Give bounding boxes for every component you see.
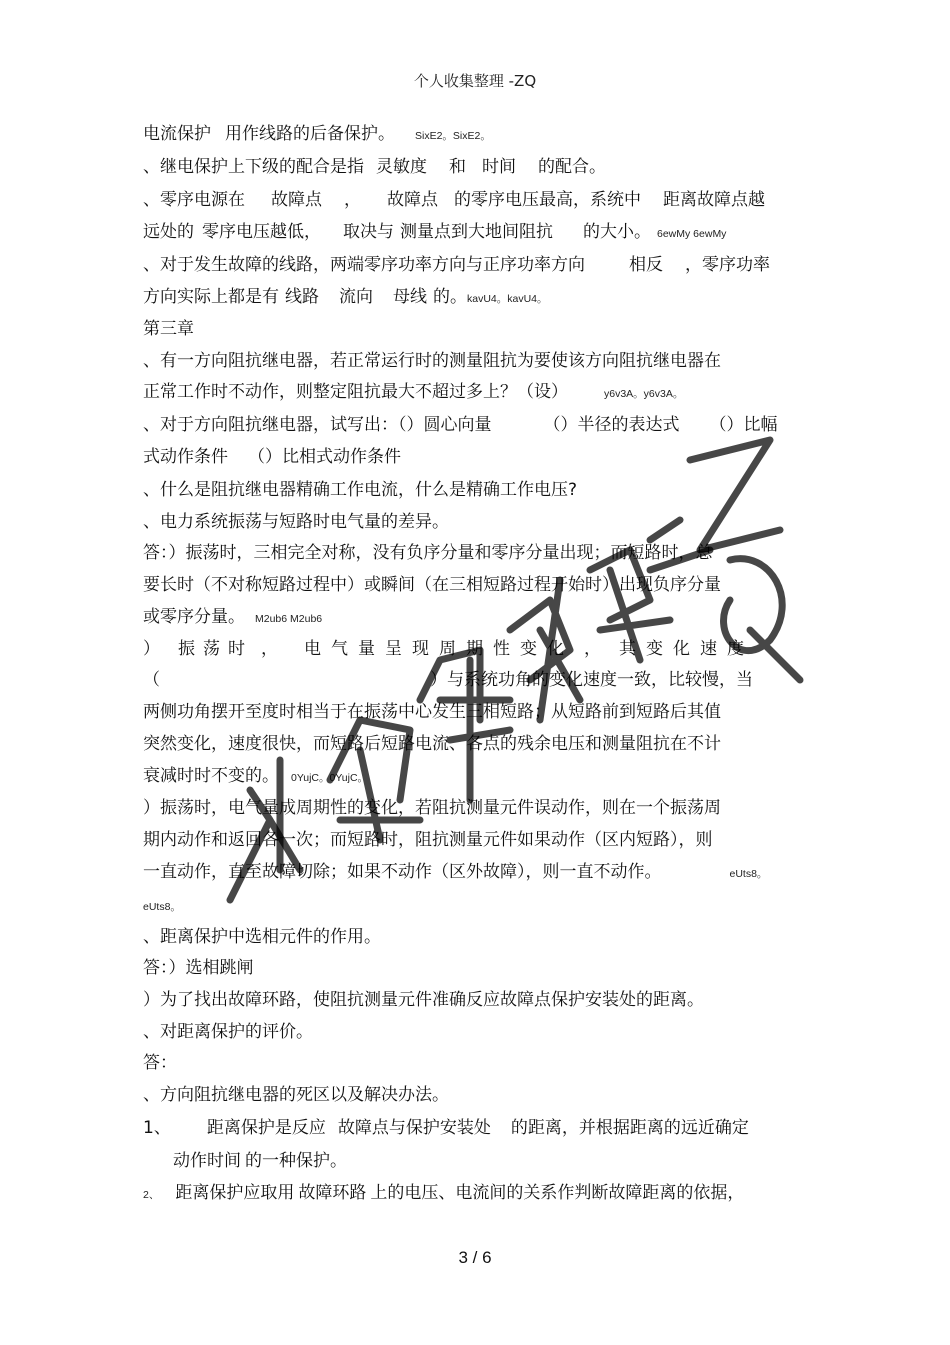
text-line: 电流保护 用作线路的后备保护。 SixE2。SixE2。: [143, 124, 491, 144]
text-line: 突然变化，速度很快，而短路后短路电流、各点的残余电压和测量阻抗在不计: [143, 734, 721, 754]
text-line: 、零序电源在 故障点 ， 故障点 的零序电压最高，系统中 距离故障点越: [143, 190, 765, 210]
text-line: 、什么是阻抗继电器精确工作电流，什么是精确工作电压?: [143, 480, 578, 500]
text-line: 或零序分量。 M2ub6 M2ub6: [143, 607, 323, 627]
text-line: 、对于发生故障的线路，两端零序功率方向与正序功率方向 相反 ，零序功率: [143, 255, 770, 275]
text-line: eUts8。: [143, 901, 181, 913]
text-line: 、对于方向阻抗继电器，试写出：（）圆心向量 （）半径的表达式 （）比幅: [143, 415, 778, 435]
text-line: 式动作条件 （）比相式动作条件: [143, 447, 401, 467]
page-header: 个人收集整理 -ZQ: [413, 72, 537, 90]
text-line: 、对距离保护的评价。: [143, 1022, 313, 1042]
text-line: ）为了找出故障环路，使阻抗测量元件准确反应故障点保护安装处的距离。: [143, 990, 704, 1010]
text-line: 答：: [143, 1053, 177, 1073]
text-line: 期内动作和返回各一次；而短路时，阻抗测量元件如果动作（区内短路），则: [143, 830, 713, 850]
text-line: 远处的 零序电压越低， 取决与 测量点到大地间阻抗 的大小。 6ewMy 6ewMy: [143, 222, 727, 242]
text-line: ）振荡时，电气量成周期性的变化，若阻抗测量元件误动作，则在一个振荡周: [143, 798, 721, 818]
text-line: 答：）选相跳闸: [143, 958, 254, 978]
text-line: 动作时间 的一种保护。: [173, 1151, 347, 1171]
text-line: 一直动作，直至故障切除；如果不动作（区外故障），则一直不动作。 eUts8。: [143, 862, 768, 882]
text-line: 答：）振荡时，三相完全对称，没有负序分量和零序分量出现；而短路时，总: [143, 543, 713, 563]
text-line: 第三章: [143, 319, 194, 339]
text-line: 要长时（不对称短路过程中）或瞬间（在三相短路过程开始时）出现负序分量: [143, 575, 721, 595]
text-line: 2、 距离保护应取用 故障环路 上的电压、电流间的关系作判断故障距离的依据，: [143, 1183, 745, 1203]
text-line: 、方向阻抗继电器的死区以及解决办法。: [143, 1085, 449, 1105]
text-line: 方向实际上都是有 线路 流向 母线 的。kavU4。kavU4。: [143, 287, 548, 307]
page-number: 3 / 6: [458, 1248, 492, 1267]
text-line: 、电力系统振荡与短路时电气量的差异。: [143, 512, 449, 532]
text-line: ） 振 荡 时 ， 电 气 量 呈 现 周 期 性 变 化 ， 其 变 化 速 度: [143, 639, 744, 659]
text-line: 、距离保护中选相元件的作用。: [143, 927, 381, 947]
text-line: 正常工作时不动作，则整定阻抗最大不超过多上？（设） y6v3A。y6v3A。: [143, 382, 684, 402]
text-line: 、继电保护上下级的配合是指 灵敏度 和 时间 的配合。: [143, 157, 606, 177]
text-line: 、有一方向阻抗继电器，若正常运行时的测量阻抗为要使该方向阻抗继电器在: [143, 351, 721, 371]
text-line: 衰减时时不变的。 0YujC。0YujC。: [143, 766, 369, 786]
text-line: 两侧功角摆开至度时相当于在振荡中心发生三相短路；从短路前到短路后其值: [143, 702, 721, 722]
text-line: 1、 距离保护是反应 故障点与保护安装处 的距离，并根据距离的远近确定: [143, 1118, 749, 1138]
text-line: （ ）与系统功角的变化速度一致，比较慢，当: [143, 670, 753, 690]
